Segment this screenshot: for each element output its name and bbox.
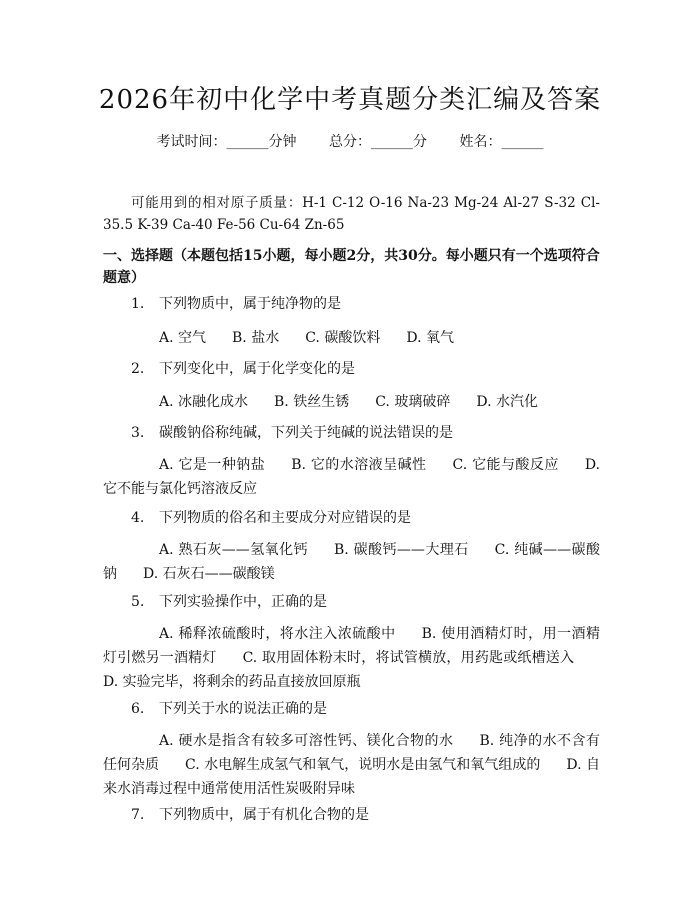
option-d: D. 自来水消毒过程中通常使用活性炭吸附异味: [103, 757, 600, 797]
exam-score: 总分：______分: [329, 134, 427, 150]
question-number: 7.: [131, 807, 145, 823]
question-1-options: [103, 326, 600, 350]
option-c: C. 取用固体粉末时，将试管横放，用药匙或纸槽送入: [242, 650, 574, 666]
option-a: A. 硬水是指含有较多可溶性钙、镁化合物的水: [159, 733, 454, 749]
question-4: [131, 507, 600, 529]
question-5: [131, 591, 600, 613]
question-4-options: [103, 538, 600, 586]
question-number: 6.: [131, 701, 145, 717]
option-c: C. 水电解生成氢气和氧气，说明水是由氢气和氧气组成的: [185, 757, 541, 773]
option-b: B. 碳酸钙——大理石: [333, 542, 469, 558]
option-d: D. 石灰石——碳酸镁: [143, 566, 275, 582]
option-c: C. 纯碱——碳酸钠: [103, 542, 600, 582]
option-a: A. 冰融化成水: [159, 394, 249, 410]
question-stem: 碳酸钠俗称纯碱，下列关于纯碱的说法错误的是: [159, 425, 453, 441]
question-3: [131, 422, 600, 444]
exam-meta: [0, 132, 700, 152]
option-d: D. 实验完毕，将剩余的药品直接放回原瓶: [103, 674, 361, 690]
exam-time: 考试时间：______分钟: [156, 134, 297, 150]
question-number: 2.: [131, 361, 145, 377]
question-number: 1.: [131, 296, 145, 312]
option-d: D. 水汽化: [476, 394, 538, 410]
option-c: C. 玻璃破碎: [375, 394, 451, 410]
question-number: 5.: [131, 594, 145, 610]
question-2: [131, 358, 600, 380]
question-stem: 下列物质中，属于纯净物的是: [159, 296, 341, 312]
question-7: [131, 804, 600, 826]
option-c: C. 它能与酸反应: [452, 457, 559, 473]
page-title: 2026年初中化学中考真题分类汇编及答案: [98, 85, 602, 115]
option-a: A. 它是一种钠盐: [159, 457, 266, 473]
question-stem: 下列关于水的说法正确的是: [159, 701, 327, 717]
question-5-options: [103, 622, 600, 694]
question-stem: 下列实验操作中，正确的是: [159, 594, 327, 610]
option-d: D. 它不能与氯化钙溶液反应: [103, 457, 600, 497]
option-d: D. 氧气: [406, 330, 454, 346]
question-1: [131, 293, 600, 315]
question-stem: 下列物质的俗名和主要成分对应错误的是: [159, 510, 411, 526]
question-6: [131, 698, 600, 720]
option-b: B. 它的水溶液呈碱性: [291, 457, 427, 473]
section-heading: 一、选择题（本题包括15小题，每小题2分，共30分。每小题只有一个选项符合题意）: [103, 248, 600, 286]
question-2-options: [103, 390, 600, 414]
option-b: B. 盐水: [232, 330, 280, 346]
question-number: 4.: [131, 510, 145, 526]
student-name: 姓名：______: [459, 134, 544, 150]
question-number: 3.: [131, 425, 145, 441]
option-b: B. 纯净的水不含有任何杂质: [103, 733, 600, 773]
option-b: B. 使用酒精灯时，用一酒精灯引燃另一酒精灯: [103, 626, 600, 666]
option-c: C. 碳酸饮料: [305, 330, 381, 346]
question-3-options: [103, 453, 600, 501]
option-a: A. 空气: [159, 330, 207, 346]
option-a: A. 熟石灰——氢氧化钙: [159, 542, 308, 558]
question-stem: 下列变化中，属于化学变化的是: [159, 361, 355, 377]
question-6-options: [103, 729, 600, 801]
option-a: A. 稀释浓硫酸时，将水注入浓硫酸中: [159, 626, 396, 642]
question-stem: 下列物质中，属于有机化合物的是: [159, 807, 369, 823]
atomic-masses-note: 可能用到的相对原子质量：H-1 C-12 O-16 Na-23 Mg-24 Al-27 S-32 Cl-35.5 K-39 Ca-40 Fe-56 Cu-64 Zn-65: [103, 195, 600, 233]
option-b: B. 铁丝生锈: [274, 394, 350, 410]
